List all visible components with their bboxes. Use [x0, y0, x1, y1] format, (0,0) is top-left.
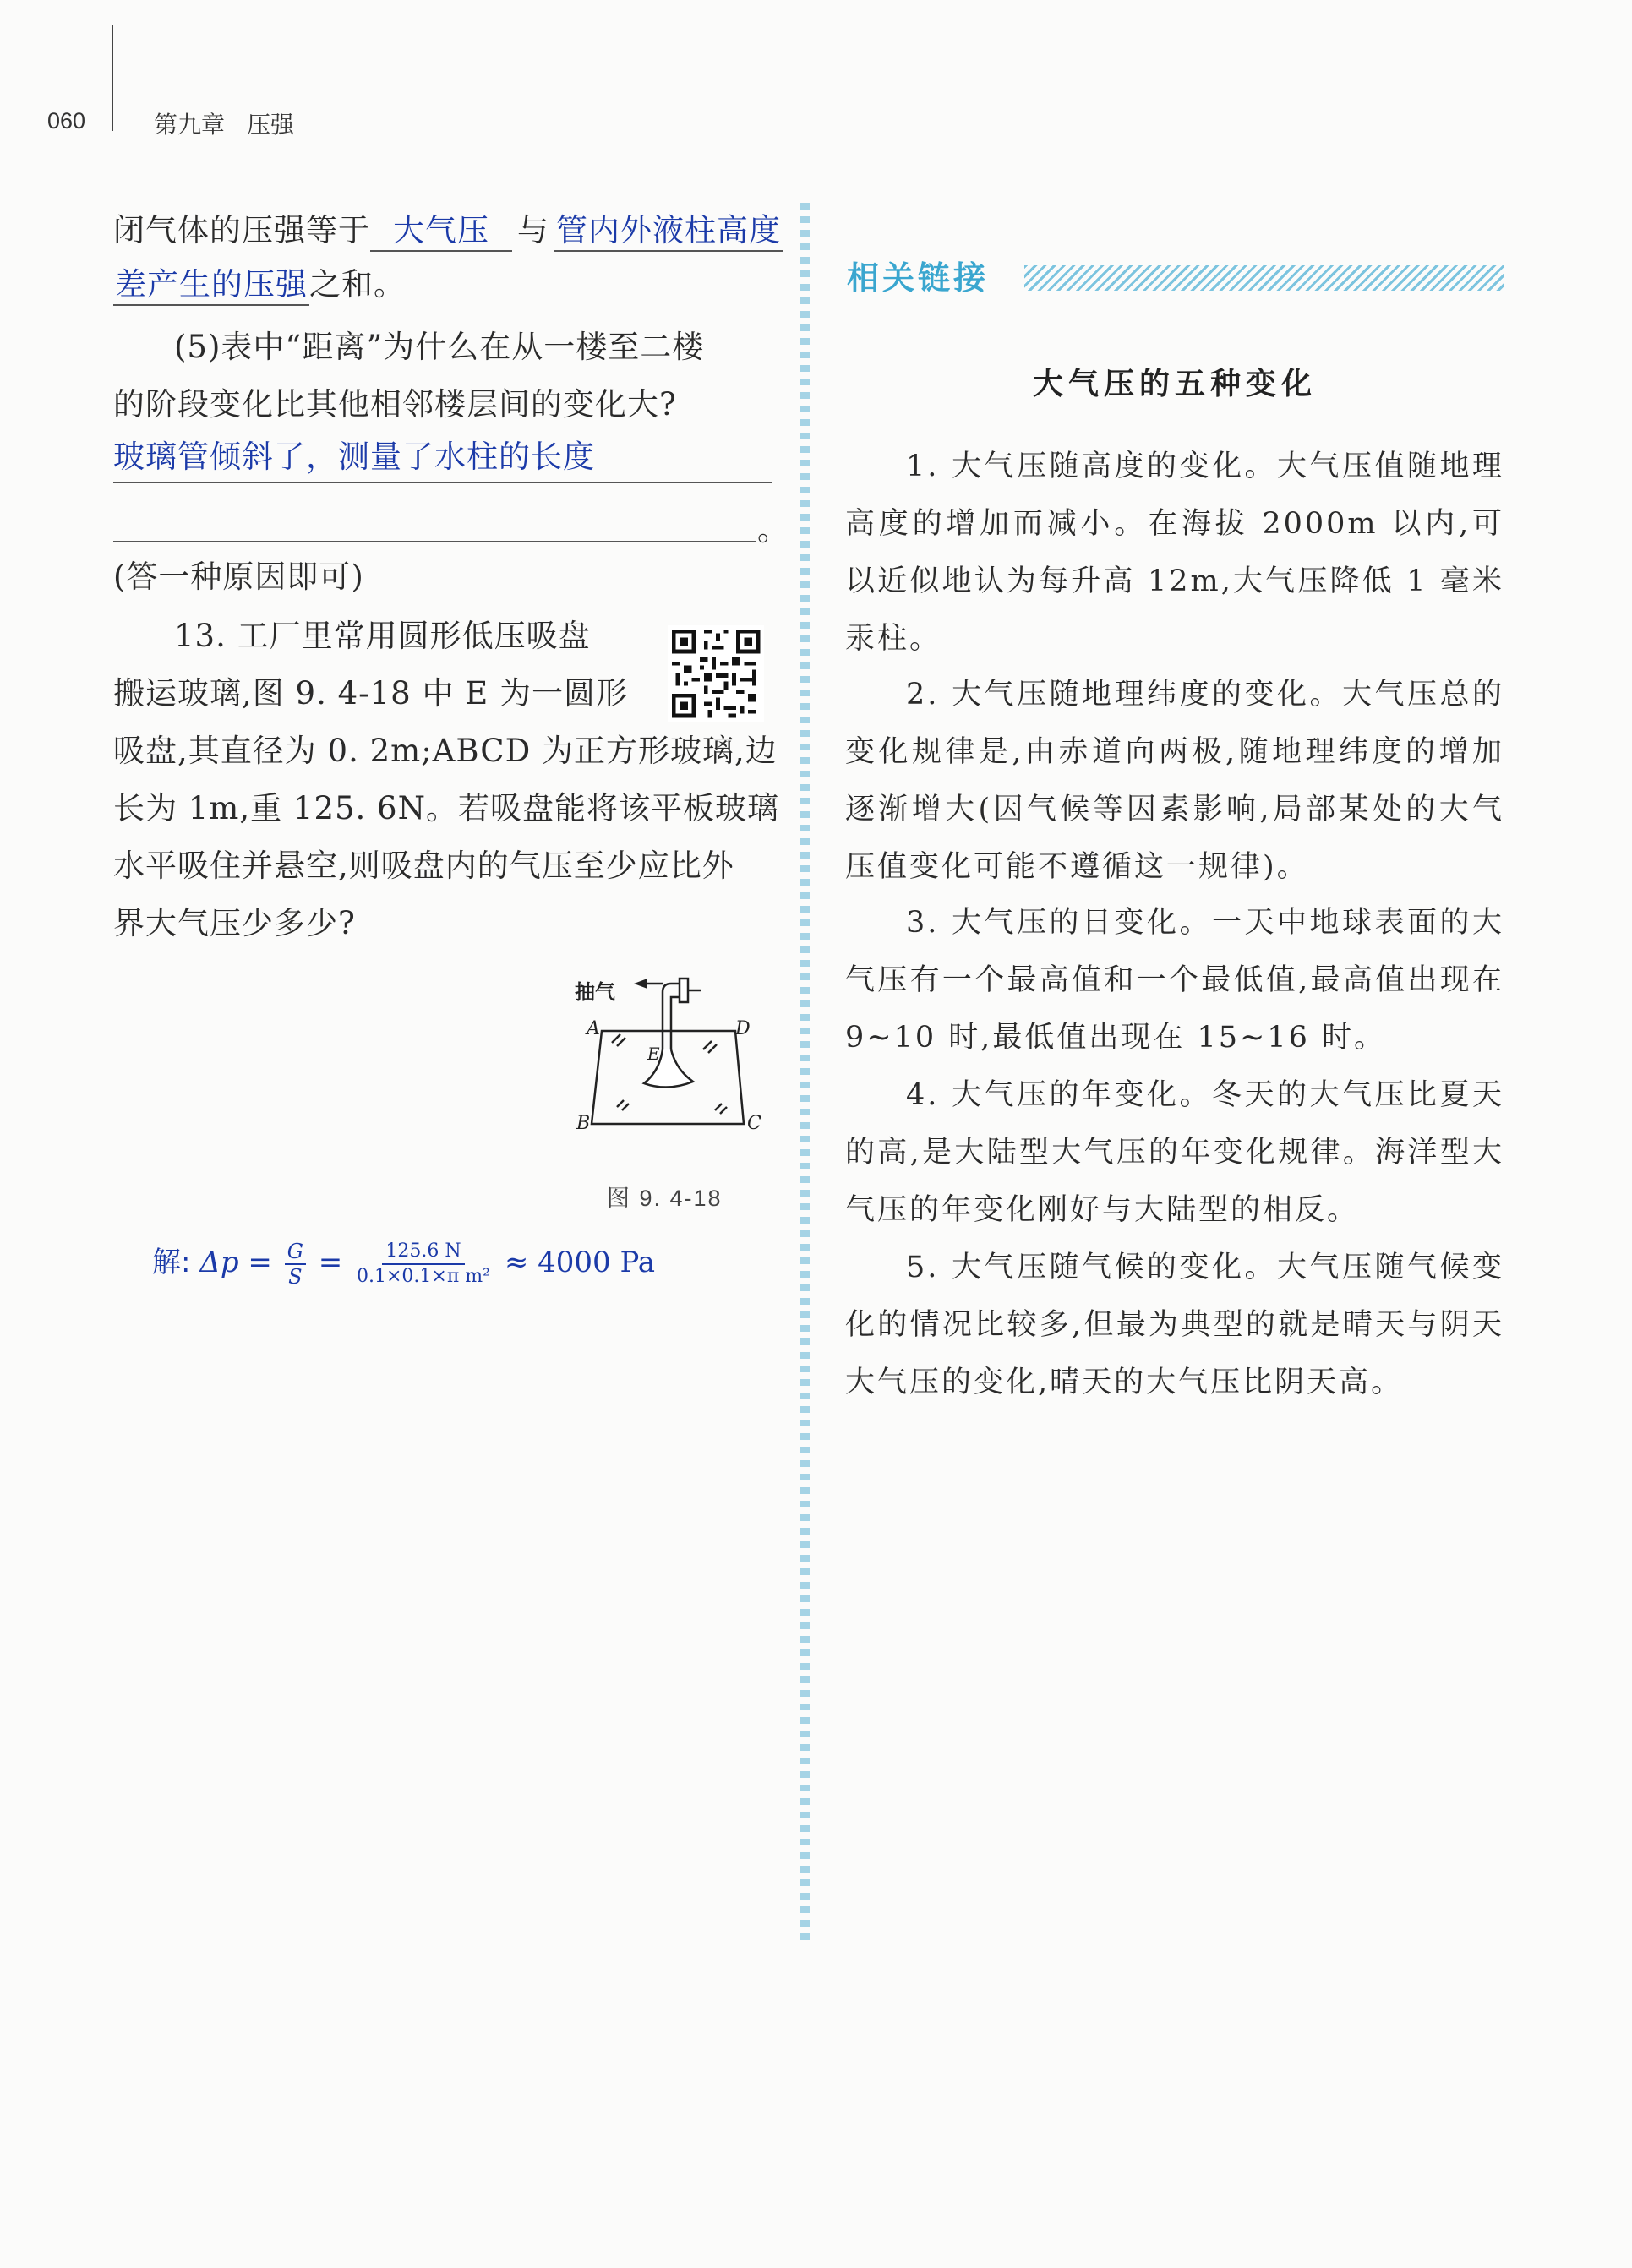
line2-suffix: 之和。	[309, 266, 406, 303]
fraction-numerator: 125.6 N	[382, 1240, 464, 1265]
solution-formula	[152, 1239, 655, 1289]
paragraph-text: 1. 大气压随高度的变化。大气压值随地理高度的增加而减小。在海拔 2000m 以内,可以近似地认为每升高 12m,大气压降低 1 毫米汞柱。	[845, 450, 1504, 656]
header-rule	[112, 25, 113, 131]
answer-line-2	[113, 541, 756, 542]
solution-equals: =	[318, 1246, 343, 1279]
fill-line-1	[113, 211, 783, 252]
paragraph-5	[845, 1239, 1504, 1411]
chapter-label: 第九章	[154, 111, 226, 139]
chapter-topic: 压强	[247, 111, 295, 139]
solution-result: ≈ 4000 Pa	[504, 1246, 656, 1279]
solution-prefix: 解:	[152, 1246, 191, 1279]
figure-label-d: D	[735, 1018, 751, 1039]
question-5-note: (答一种原因即可)	[113, 559, 364, 595]
answer-blank-2a: 管内外液柱高度	[554, 211, 783, 252]
paragraph-3	[845, 894, 1504, 1066]
fraction-values	[357, 1240, 490, 1289]
chapter-heading	[154, 106, 316, 140]
answer-line-1	[113, 482, 772, 483]
figure-label-b: B	[576, 1113, 591, 1134]
fraction-denominator: S	[288, 1265, 303, 1289]
figure-caption: 图 9. 4-18	[607, 1186, 723, 1211]
question-5-line-1: (5)表中“距离”为什么在从一楼至二楼	[174, 329, 705, 365]
related-links-heading: 相关链接	[847, 259, 990, 297]
question-13-line-3: 吸盘,其直径为 0. 2m;ABCD 为正方形玻璃,边	[113, 733, 778, 769]
figure-label-pump: 抽气	[575, 980, 615, 1004]
question-13-line-6: 界大气压少多少?	[113, 905, 356, 941]
fraction-numerator: G	[285, 1240, 306, 1265]
paragraph-4	[845, 1066, 1504, 1239]
column-divider	[800, 203, 810, 1944]
line1-prefix: 闭气体的压强等于	[113, 212, 370, 248]
question-13-line-4: 长为 1m,重 125. 6N。若吸盘能将该平板玻璃	[113, 790, 779, 826]
arrow-head-icon	[634, 979, 647, 989]
figure-label-c: C	[747, 1113, 761, 1134]
paragraph-text: 2. 大气压随地理纬度的变化。大气压总的变化规律是,由赤道向两极,随地理纬度的增加逐渐增大(因气候等因素影响,局部某处的大气压值变化可能不遵循这一规律)。	[845, 678, 1504, 884]
article-title: 大气压的五种变化	[1032, 367, 1317, 401]
page-number: 060	[47, 108, 86, 134]
question-5-line-2: 的阶段变化比其他相邻楼层间的变化大?	[113, 386, 677, 423]
paragraph-2	[845, 666, 1504, 896]
paragraph-text: 4. 大气压的年变化。冬天的大气压比夏天的高,是大陆型大气压的年变化规律。海洋型大气压的年变化刚好与大陆型的相反。	[845, 1078, 1504, 1227]
fraction-denominator: 0.1×0.1×π m²	[357, 1266, 490, 1287]
line1-mid: 与	[517, 212, 549, 248]
answer-period: 。	[757, 511, 789, 548]
figure-label-a: A	[587, 1018, 600, 1039]
paragraph-text: 5. 大气压随气候的变化。大气压随气候变化的情况比较多,但最为典型的就是晴天与阴天大气压的变化,晴天的大气压比阴天高。	[845, 1251, 1504, 1399]
question-13-line-2: 搬运玻璃,图 9. 4-18 中 E 为一圆形	[113, 675, 629, 711]
fill-line-2	[113, 265, 406, 306]
answer-blank-1: 大气压	[370, 211, 512, 252]
figure-suction-cup	[575, 972, 769, 1149]
question-13-line-1: 13. 工厂里常用圆形低压吸盘	[174, 618, 591, 654]
answer-blank-2b: 差产生的压强	[113, 265, 309, 306]
solution-dp: Δp =	[199, 1246, 272, 1279]
question-13-line-5: 水平吸住并悬空,则吸盘内的气压至少应比外	[113, 848, 734, 884]
qr-code[interactable]	[668, 625, 764, 722]
question-5-answer: 玻璃管倾斜了，测量了水柱的长度	[113, 439, 595, 475]
paragraph-text: 3. 大气压的日变化。一天中地球表面的大气压有一个最高值和一个最低值,最高值出现在 9~10 时,最低值出现在 15~16 时。	[845, 906, 1504, 1055]
fraction-g-over-s	[285, 1240, 306, 1289]
figure-label-e: E	[647, 1044, 660, 1064]
paragraph-1	[845, 438, 1504, 668]
heading-decoration-bar	[1024, 265, 1504, 291]
